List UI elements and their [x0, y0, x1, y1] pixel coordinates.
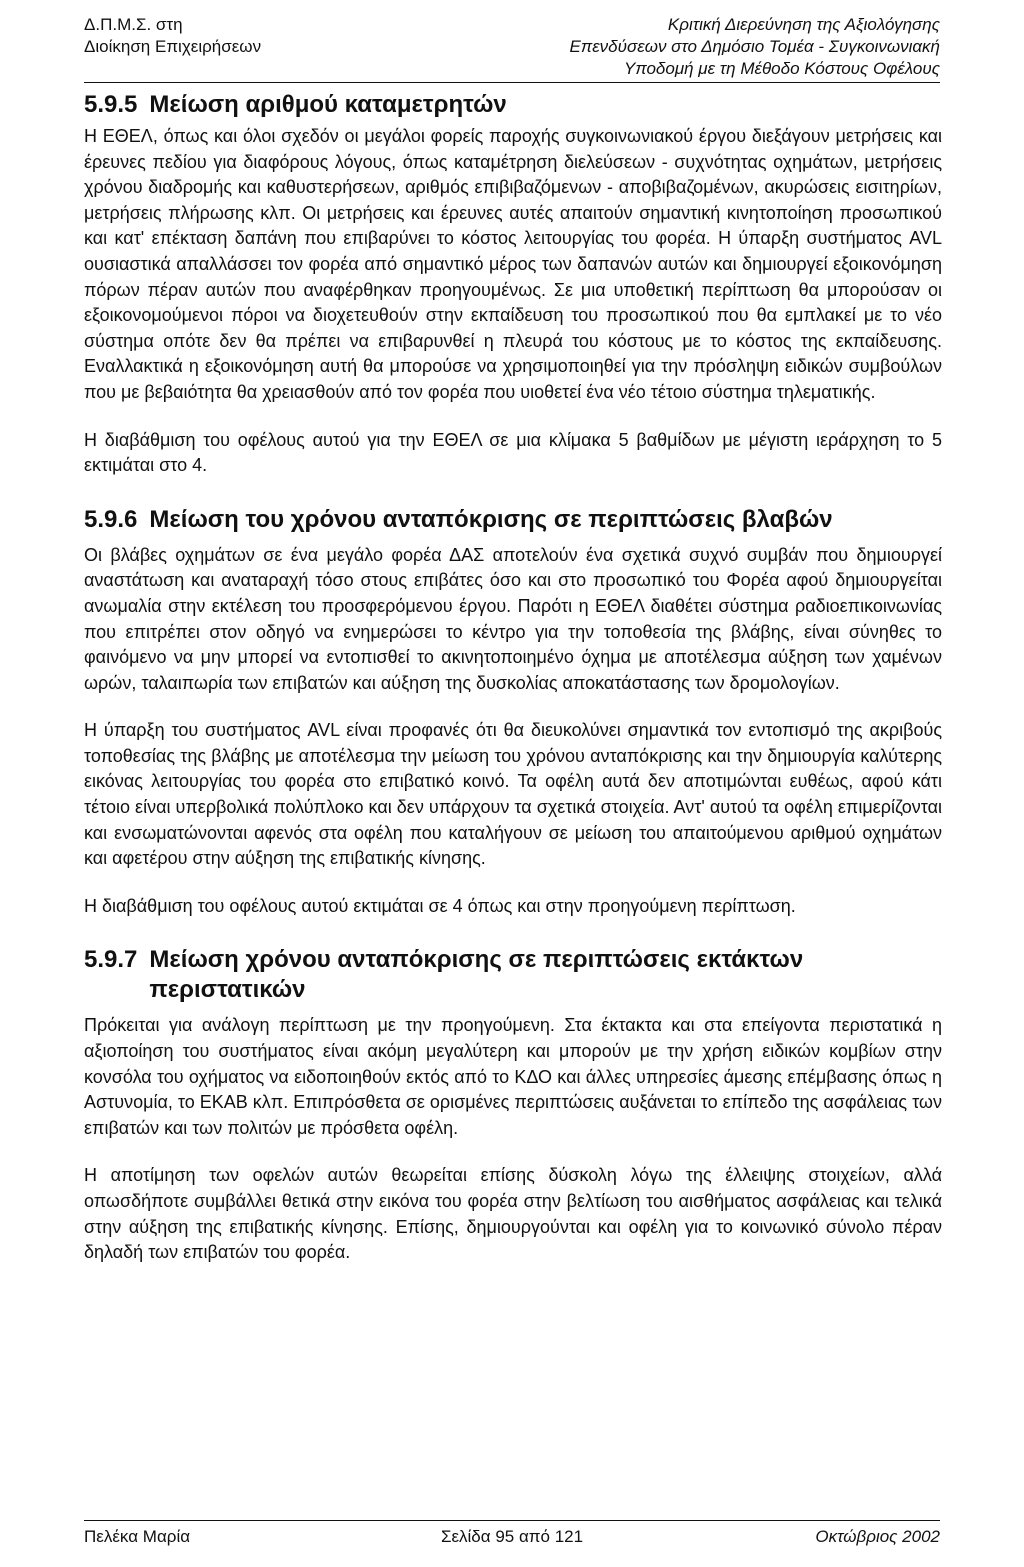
page-footer	[84, 1520, 940, 1554]
paragraph: Η ύπαρξη του συστήματος AVL είναι προφανές ότι θα διευκολύνει σημαντικά τον εντοπισμό της ακριβούς τοποθεσίας της βλάβης με αποτέλεσμα την μείωση του χρόνου ανταπόκρισης και την δημιουργία καλύτερης εικόνας λειτουργίας του φορέα στο επιβατικό κοινό. Τα οφέλη αυτά δεν αποτιμώνται ευθέως, αφού κάτι τέτοιο είναι υπερβολικά πολύπλοκο και δεν υπάρχουν τα σχετικά στοιχεία. Αντ' αυτού τα οφέλη επιμερίζονται και ενσωματώνονται αφενός στα οφέλη που καταλήγουν σε μείωση του απαιτούμενου αριθμού οχημάτων και αφετέρου στην αύξηση της επιβατικής κίνησης.	[84, 720, 942, 869]
section-5-9-6	[84, 505, 942, 920]
header-thesis-title	[569, 14, 940, 80]
section-5-9-5	[84, 90, 942, 479]
section-heading	[84, 90, 942, 120]
paragraph: Η ΕΘΕΛ, όπως και όλοι σχεδόν οι μεγάλοι φορείς παροχής συγκοινωνιακού έργου διεξάγουν μετρήσεις και έρευνες πεδίου για διαφόρους λόγους, όπως καταμέτρηση διελεύσεων - συχνότητας οχημάτων, μετρήσεις χρόνου διαδρομής και καθυστερήσεων, αριθμός επιβιβαζόμενων - αποβιβαζομένων, ακυρώσεις εισιτηρίων, μετρήσεις πλήρωσης κλπ. Οι μετρήσεις και έρευνες αυτές απαιτούν σημαντική κινητοποίηση προσωπικού και κατ' επέκταση δαπάνη που επιβαρύνει το κόστος λειτουργίας του φορέα. Η ύπαρξη συστήματος AVL ουσιαστικά απαλλάσσει τον φορέα από σημαντικό μέρος των δαπανών αυτών και δημιουργεί εξοικονόμηση πόρων πέραν αυτών που αναφέρθηκαν προηγουμένως. Σε μια υποθετική περίπτωση θα μπορούσαν οι εξοικονομούμενοι πόροι να διοχετευθούν στην εκπαίδευση του προσωπικού που θα εμπλακεί με το νέο σύστημα οπότε δεν θα πρέπει να επιβαρυνθεί η πλευρά του κόστους με το κόστος της εκπαίδευσης. Εναλλακτικά η εξοικονόμηση αυτή θα μπορούσε να χρησιμοποιηθεί για την πρόσληψη ειδικών συμβούλων που με βεβαιότητα θα χρειασθούν από τον φορέα που υιοθετεί ένα νέο τέτοιο σύστημα τηλεματικής.	[84, 126, 942, 402]
paragraph: Οι βλάβες οχημάτων σε ένα μεγάλο φορέα ΔΑΣ αποτελούν ένα σχετικά συχνό συμβάν που δημιουργεί αναστάτωση και αναταραχή τόσο στους επιβάτες όσο και στο προσωπικό του Φορέα αφού δημιουργείται ανωμαλία στην εκτέλεση του προσφερόμενου έργου. Παρότι η ΕΘΕΛ διαθέτει σύστημα ραδιοεπικοινωνίας που επιτρέπει στον οδηγό να ενημερώσει το κέντρο για την τοποθεσία της βλάβης, είναι σύνηθες το φαινόμενο να μην μπορεί να εντοπισθεί το ακινητοποιημένο όχημα με αποτέλεσμα αύξηση των χαμένων ωρών, ταλαιπωρία των επιβατών και αύξηση της δυσκολίας αποκατάστασης των δρομολογίων.	[84, 544, 942, 693]
section-title: Μείωση του χρόνου ανταπόκρισης σε περιπτώσεις βλαβών	[149, 505, 833, 533]
header-left-line1: Δ.Π.Μ.Σ. στη	[84, 15, 183, 34]
section-5-9-7	[84, 945, 942, 1265]
header-left-line2: Διοίκηση Επιχειρήσεων	[84, 37, 262, 56]
paragraph: Η διαβάθμιση του οφέλους αυτού εκτιμάται σε 4 όπως και στην προηγούμενη περίπτωση.	[84, 895, 796, 916]
section-number: 5.9.7	[84, 946, 138, 974]
footer-page-number: Σελίδα 95 από 121	[440, 1527, 584, 1546]
footer-date: Οκτώβριος 2002	[815, 1527, 940, 1546]
header-right-line3: Υποδομή με τη Μέθοδο Κόστους Οφέλους	[623, 59, 940, 78]
section-heading	[84, 505, 942, 535]
section-title: Μείωση χρόνου ανταπόκρισης σε περιπτώσεις εκτάκτων περιστατικών	[149, 946, 804, 1004]
header-right-line1: Κριτική Διερεύνηση της Αξιολόγησης	[667, 15, 940, 34]
paragraph: Η αποτίμηση των οφελών αυτών θεωρείται επίσης δύσκολη λόγω της έλλειψης στοιχείων, αλλά οπωσδήποτε συμβάλλει θετικά στην εικόνα του φορέα στην βελτίωση του αισθήματος ασφάλειας και τελικά στην αύξηση της επιβατικής κίνησης. Επίσης, δημιουργούνται και οφέλη για το κοινωνικό σύνολο πέραν δηλαδή των επιβατών του φορέα.	[84, 1165, 942, 1263]
header-program	[84, 14, 261, 58]
paragraph: Η διαβάθμιση του οφέλους αυτού για την ΕΘΕΛ σε μια κλίμακα 5 βαθμίδων με μέγιστη ιεράρχηση το 5 εκτιμάται στο 4.	[84, 429, 942, 476]
paragraph: Πρόκειται για ανάλογη περίπτωση με την προηγούμενη. Στα έκτακτα και στα επείγοντα περιστατικά η αξιοποίηση του συστήματος είναι ακόμη μεγαλύτερη και μπορούν με την χρήση ειδικών κομβίων στην κονσόλα του οχήματος να ειδοποιηθούν εκτός από το ΚΔΟ και άλλες υπηρεσίες άμεσης επέμβασης όπως η Αστυνομία, το ΕΚΑΒ κλπ. Επιπρόσθετα σε ορισμένες περιπτώσεις αυξάνεται το επίπεδο της ασφάλειας των επιβατών και των πολιτών με πρόσθετα οφέλη.	[84, 1015, 942, 1138]
page-header	[84, 14, 940, 80]
section-number: 5.9.5	[84, 91, 138, 118]
page-body	[84, 90, 942, 1266]
section-title: Μείωση αριθμού καταμετρητών	[149, 91, 507, 118]
header-divider	[84, 82, 940, 83]
footer-author: Πελέκα Μαρία	[84, 1527, 191, 1546]
section-heading	[84, 945, 942, 1005]
section-number: 5.9.6	[84, 505, 138, 533]
footer-divider	[84, 1520, 940, 1521]
header-right-line2: Επενδύσεων στο Δημόσιο Τομέα - Συγκοινωνιακή	[569, 37, 940, 56]
